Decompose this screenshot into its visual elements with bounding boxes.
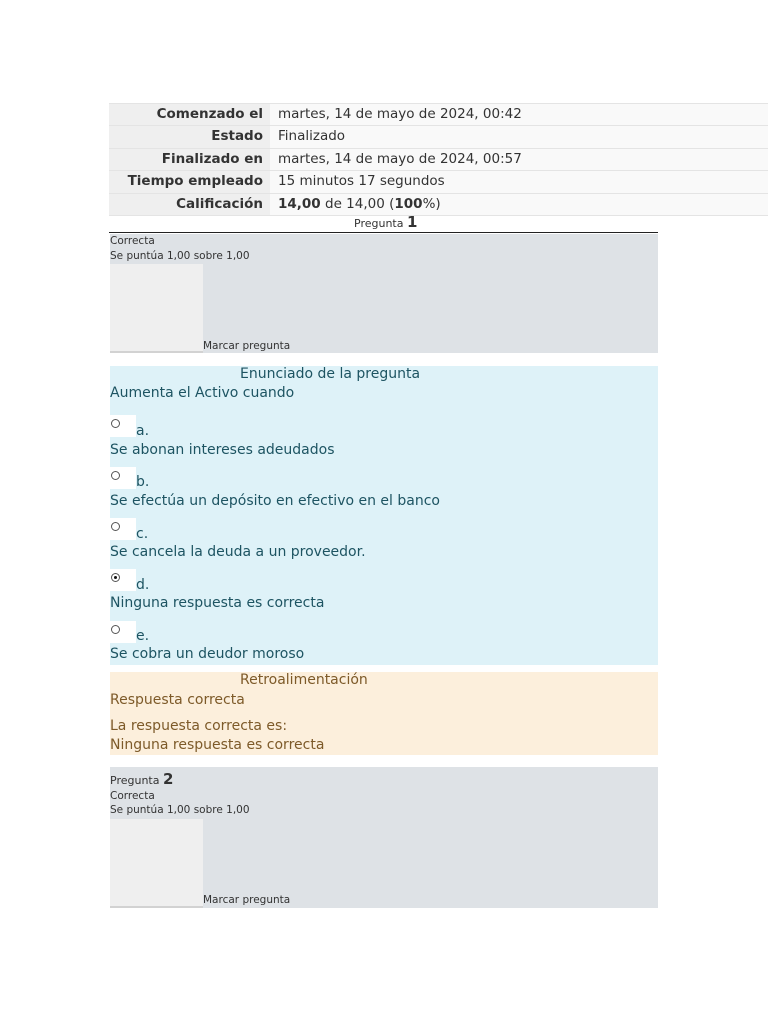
feedback-answer-label: La respuesta correcta es:: [110, 718, 288, 734]
option-d-radio[interactable]: [110, 569, 136, 591]
option-a-letter: a.: [136, 423, 150, 439]
option-b-radio[interactable]: [110, 467, 136, 489]
summary-row-grade: [109, 193, 768, 216]
option-a-text: Se abonan intereses adeudados: [110, 442, 335, 458]
summary-value: 15 minutos 17 segundos: [278, 173, 445, 190]
summary-grade-value: [270, 194, 441, 215]
flag-question-link[interactable]: Marcar pregunta: [203, 340, 291, 352]
radio-icon: [111, 522, 120, 531]
info-bottom-border: [110, 906, 203, 908]
summary-label: Estado: [109, 126, 270, 147]
feedback-header: Retroalimentación: [240, 672, 368, 688]
summary-row-finished: [109, 148, 768, 170]
radio-selected-icon: [111, 573, 120, 582]
question-text: Aumenta el Activo cuando: [110, 385, 295, 401]
option-e-text: Se cobra un deudor moroso: [110, 646, 305, 662]
question-number: 2: [162, 770, 174, 788]
question-1-heading: [354, 213, 417, 231]
summary-label: Comenzado el: [109, 104, 270, 125]
option-c-text: Se cancela la deuda a un proveedor.: [110, 544, 366, 560]
question-grade: Se puntúa 1,00 sobre 1,00: [110, 804, 250, 816]
option-c-letter: c.: [136, 526, 149, 542]
option-e-radio[interactable]: [110, 621, 136, 643]
feedback-result: Respuesta correcta: [110, 692, 245, 708]
summary-row-started: [109, 103, 768, 125]
question-heading-prefix: Pregunta: [354, 217, 404, 230]
summary-label: Calificación: [109, 194, 270, 215]
summary-label: Finalizado en: [109, 149, 270, 170]
question-1-feedback: [110, 672, 658, 755]
formulation-header: Enunciado de la pregunta: [240, 366, 421, 382]
question-state: Correcta: [110, 235, 155, 247]
heading-divider: [109, 232, 658, 233]
question-heading-prefix: Pregunta: [110, 774, 160, 787]
summary-value: martes, 14 de mayo de 2024, 00:42: [278, 106, 522, 122]
info-bottom-border: [110, 351, 203, 353]
flag-question-link[interactable]: Marcar pregunta: [203, 894, 291, 906]
summary-label: Tiempo empleado: [109, 171, 270, 192]
grade-percent: 100: [394, 195, 423, 212]
option-a-radio[interactable]: [110, 415, 136, 437]
radio-icon: [111, 625, 120, 634]
summary-row-state: [109, 125, 768, 147]
question-1-info: [110, 234, 658, 353]
question-number: 1: [406, 213, 418, 231]
radio-icon: [111, 471, 120, 480]
option-d-text: Ninguna respuesta es correcta: [110, 595, 325, 611]
question-1-formulation: [110, 366, 658, 665]
option-e-letter: e.: [136, 628, 150, 644]
option-d-letter: d.: [136, 577, 150, 593]
option-c-radio[interactable]: [110, 518, 136, 540]
radio-icon: [111, 419, 120, 428]
question-2-heading: [110, 770, 173, 788]
flag-cell: [110, 819, 203, 906]
summary-value: Finalizado: [278, 128, 346, 145]
option-b-letter: b.: [136, 474, 150, 490]
flag-cell: [110, 264, 203, 351]
option-b-text: Se efectúa un depósito en efectivo en el banco: [110, 493, 440, 509]
grade-score: 14,00: [278, 195, 321, 212]
feedback-correct-answer: Ninguna respuesta es correcta: [110, 737, 325, 753]
grade-percent-suffix: %): [422, 195, 441, 212]
grade-total: de 14,00 (: [320, 195, 395, 212]
question-2-info: [110, 767, 658, 908]
attempt-summary-table: [109, 103, 768, 216]
question-grade: Se puntúa 1,00 sobre 1,00: [110, 250, 250, 262]
question-state: Correcta: [110, 790, 155, 802]
summary-value: martes, 14 de mayo de 2024, 00:57: [278, 150, 522, 167]
summary-row-time-taken: [109, 170, 768, 192]
